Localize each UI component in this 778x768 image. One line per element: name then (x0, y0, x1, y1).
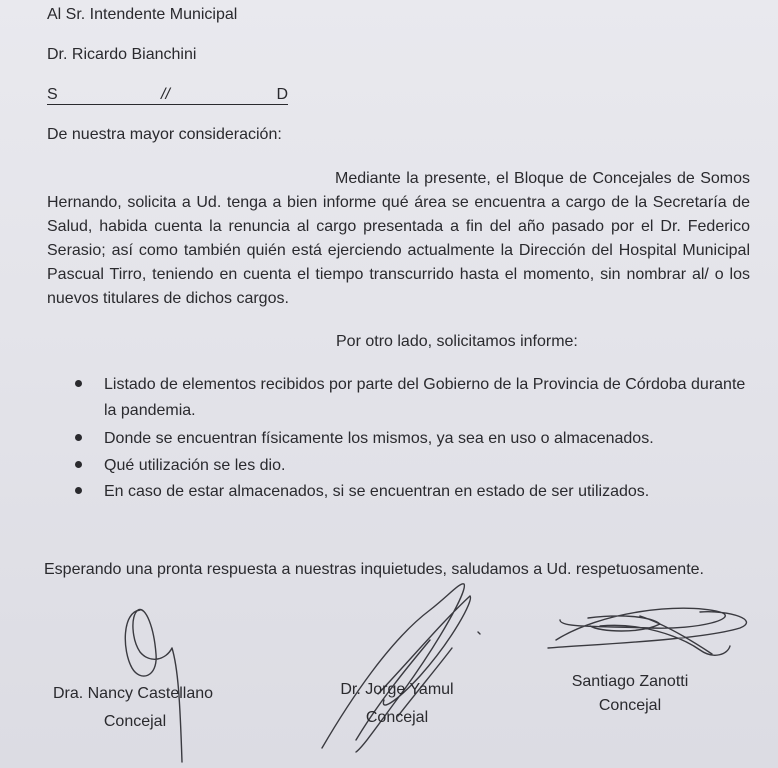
sd-d: D (276, 86, 288, 103)
signatory-name: Santiago Zanotti (571, 673, 689, 690)
body-paragraph-2: Por otro lado, solicitamos informe: (336, 333, 578, 350)
signature-block-castellano (43, 682, 223, 734)
list-item: Qué utilización se les dio. (104, 457, 286, 474)
signature-block-yamul (327, 678, 467, 730)
bullet-dot (75, 380, 82, 387)
recipient-name: Dr. Ricardo Bianchini (47, 46, 197, 63)
list-item: Listado de elementos recibidos por parte del Gobierno de la Provincia de Córdoba durante la pandemia. (104, 376, 746, 419)
recipient-line: Al Sr. Intendente Municipal (47, 6, 238, 23)
bullet-dot (75, 487, 82, 494)
list-item: Donde se encuentran físicamente los mismos, ya sea en uso o almacenados. (104, 430, 654, 447)
body-paragraph-1: Mediante la presente, el Bloque de Concejales de Somos Hernando, solicita a Ud. tenga a bien informe qué área se encuentra a cargo de la Secretaría de Salud, habida cuenta la renuncia al cargo presentada a fin del año pasado por el Dr. Federico Serasio; así como también quién está ejerciendo actualmente la Dirección del Hospital Municipal Pascual Tirro, teniendo en cuenta el tiempo transcurrido hasta el momento, sin nombrar al/ o los nuevos titulares de dichos cargos. (47, 170, 750, 307)
signature-block-zanotti (560, 670, 700, 718)
signatory-role: Concejal (365, 709, 429, 726)
sd-s: S (47, 86, 58, 103)
sd-slashes: // (161, 86, 170, 103)
signatory-role: Concejal (598, 697, 662, 714)
signatory-role: Concejal (103, 713, 167, 730)
signatory-name: Dra. Nancy Castellano (52, 685, 214, 702)
list-item: En caso de estar almacenados, si se encuentran en estado de ser utilizados. (104, 483, 650, 500)
salutation: De nuestra mayor consideración: (47, 126, 282, 143)
bullet-dot (75, 461, 82, 468)
closing-line: Esperando una pronta respuesta a nuestras inquietudes, saludamos a Ud. respetuosamente. (44, 561, 704, 578)
bullet-dot (75, 434, 82, 441)
sd-line (47, 86, 288, 105)
signatory-name: Dr. Jorge Yamul (340, 681, 454, 698)
